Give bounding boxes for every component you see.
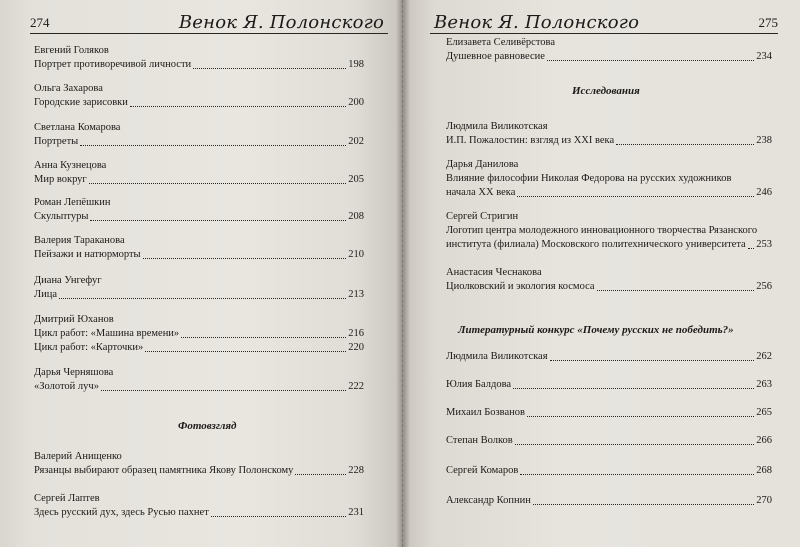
leader-dots	[59, 298, 346, 299]
toc-page: 198	[348, 59, 364, 70]
toc-author: Валерия Тараканова	[34, 235, 125, 246]
toc-page: 228	[348, 465, 364, 476]
toc-line	[446, 378, 772, 392]
toc-title: Лица	[34, 289, 58, 300]
toc-author: Диана Унгефуг	[34, 275, 102, 286]
left-page-number: 274	[30, 15, 50, 30]
toc-page: 216	[348, 328, 364, 339]
toc-page: 208	[348, 211, 364, 222]
toc-entry	[446, 158, 772, 200]
toc-title: Цикл работ: «Карточки»	[34, 342, 144, 353]
toc-line	[34, 506, 364, 520]
leader-dots	[533, 504, 754, 505]
toc-entry	[446, 494, 772, 508]
right-page-number: 275	[758, 15, 778, 30]
toc-line	[446, 238, 772, 252]
toc-author: Александр Копнин	[446, 495, 531, 506]
section-heading-research: Исследования	[572, 85, 640, 97]
toc-entry	[446, 434, 772, 448]
toc-title: Влияние философии Николая Федорова на русских художников	[446, 173, 732, 184]
section-heading-photo: Фотовзгляд	[178, 420, 237, 432]
toc-page: 234	[756, 51, 772, 62]
toc-page: 238	[756, 135, 772, 146]
toc-entry	[446, 406, 772, 420]
toc-page: 263	[756, 379, 772, 390]
toc-title: Скульптуры	[34, 211, 89, 222]
toc-page: 262	[756, 351, 772, 362]
toc-line	[34, 380, 364, 394]
toc-line	[446, 464, 772, 478]
leader-dots	[211, 516, 346, 517]
toc-title: Портрет противоречивой личности	[34, 59, 192, 70]
leader-dots	[101, 390, 346, 391]
toc-entry	[34, 82, 364, 110]
toc-entry	[34, 121, 364, 149]
toc-line	[34, 248, 364, 262]
toc-title: Городские зарисовки	[34, 97, 128, 108]
toc-page: 202	[348, 136, 364, 147]
toc-entry	[446, 266, 772, 294]
toc-page: 266	[756, 435, 772, 446]
toc-title: И.П. Пожалостин: взгляд из XXI века	[446, 135, 615, 146]
leader-dots	[517, 196, 754, 197]
leader-dots	[80, 145, 346, 146]
toc-page: 268	[756, 465, 772, 476]
toc-entry	[34, 366, 364, 394]
toc-line	[34, 341, 364, 355]
toc-line	[446, 434, 772, 448]
toc-author: Евгений Голяков	[34, 45, 109, 56]
leader-dots	[145, 351, 346, 352]
toc-author: Сергей Лаптев	[34, 493, 100, 504]
toc-line	[34, 327, 364, 341]
toc-line	[446, 224, 772, 238]
toc-title: Циолковский и экология космоса	[446, 281, 595, 292]
leader-dots	[90, 220, 346, 221]
toc-entry	[34, 44, 364, 72]
toc-author: Сергей Комаров	[446, 465, 519, 476]
toc-author: Михаил Бозванов	[446, 407, 525, 418]
leader-dots	[748, 248, 755, 249]
toc-line	[446, 172, 772, 186]
left-running-title: Венок Я. Полонского	[178, 12, 384, 33]
toc-title: Логотип центра молодежного инновационного творчества Рязанского	[446, 225, 758, 236]
toc-entry	[446, 36, 772, 64]
toc-author: Анастасия Чеснакова	[446, 267, 542, 278]
toc-page: 231	[348, 507, 364, 518]
toc-author: Дарья Черняшова	[34, 367, 114, 378]
toc-page: 220	[348, 342, 364, 353]
toc-page: 222	[348, 381, 364, 392]
toc-line	[34, 210, 364, 224]
toc-entry	[446, 464, 772, 478]
leader-dots	[515, 444, 754, 445]
toc-entry	[446, 350, 772, 364]
toc-entry	[34, 196, 364, 224]
toc-line	[34, 288, 364, 302]
right-running-head	[430, 8, 778, 34]
toc-author: Дарья Данилова	[446, 159, 519, 170]
toc-line	[446, 50, 772, 64]
leader-dots	[520, 474, 754, 475]
toc-title: «Золотой луч»	[34, 381, 99, 392]
toc-entry	[446, 378, 772, 392]
toc-entry	[34, 234, 364, 262]
leader-dots	[130, 106, 346, 107]
toc-page: 213	[348, 289, 364, 300]
toc-entry	[446, 210, 772, 252]
toc-page: 205	[348, 174, 364, 185]
toc-entry	[34, 313, 364, 355]
leader-dots	[295, 474, 346, 475]
toc-line	[446, 186, 772, 200]
toc-line	[34, 96, 364, 110]
toc-title: Цикл работ: «Машина времени»	[34, 328, 180, 339]
leader-dots	[143, 258, 347, 259]
right-running-title: Венок Я. Полонского	[434, 12, 640, 33]
toc-author: Сергей Стригин	[446, 211, 519, 222]
toc-line	[34, 58, 364, 72]
toc-page: 253	[756, 239, 772, 250]
toc-page: 210	[348, 249, 364, 260]
leader-dots	[513, 388, 754, 389]
right-page	[402, 0, 800, 547]
toc-title: Портреты	[34, 136, 79, 147]
toc-page: 270	[756, 495, 772, 506]
toc-page: 246	[756, 187, 772, 198]
toc-entry	[34, 450, 364, 478]
toc-author: Людмила Виликотская	[446, 121, 548, 132]
toc-title: начала XX века	[446, 187, 516, 198]
toc-title: Рязанцы выбирают образец памятника Якову Полонскому	[34, 465, 294, 476]
toc-entry	[34, 159, 364, 187]
toc-line	[446, 280, 772, 294]
toc-entry	[34, 492, 364, 520]
toc-title: института (филиала) Московского политехнического университета	[446, 239, 746, 250]
toc-line	[446, 350, 772, 364]
leader-dots	[527, 416, 754, 417]
toc-author: Анна Кузнецова	[34, 160, 107, 171]
toc-line	[34, 135, 364, 149]
toc-author: Роман Лепёшкин	[34, 197, 111, 208]
leader-dots	[616, 144, 754, 145]
toc-line	[446, 494, 772, 508]
toc-author: Валерий Анищенко	[34, 451, 122, 462]
toc-author: Людмила Виликотская	[446, 351, 548, 362]
toc-title: Мир вокруг	[34, 174, 87, 185]
left-running-head	[30, 8, 388, 34]
leader-dots	[597, 290, 755, 291]
leader-dots	[89, 183, 347, 184]
toc-page: 265	[756, 407, 772, 418]
toc-author: Степан Волков	[446, 435, 513, 446]
toc-line	[446, 134, 772, 148]
toc-title: Пейзажи и натюрморты	[34, 249, 141, 260]
toc-author: Светлана Комарова	[34, 122, 121, 133]
toc-author: Ольга Захарова	[34, 83, 103, 94]
toc-title: Душевное равновесие	[446, 51, 545, 62]
toc-author: Дмитрий Юханов	[34, 314, 114, 325]
toc-line	[446, 406, 772, 420]
section-heading-contest: Литературный конкурс «Почему русских не победить?»	[458, 324, 734, 336]
toc-entry	[34, 274, 364, 302]
toc-page: 256	[756, 281, 772, 292]
leader-dots	[181, 337, 346, 338]
toc-title: Здесь русский дух, здесь Русью пахнет	[34, 507, 209, 518]
binding-stitch	[402, 0, 404, 547]
leader-dots	[550, 360, 755, 361]
toc-entry	[446, 120, 772, 148]
leader-dots	[193, 68, 346, 69]
leader-dots	[547, 60, 754, 61]
toc-author: Елизавета Селивёрстова	[446, 37, 555, 48]
toc-line	[34, 464, 364, 478]
toc-author: Юлия Балдова	[446, 379, 512, 390]
toc-page: 200	[348, 97, 364, 108]
toc-line	[34, 173, 364, 187]
